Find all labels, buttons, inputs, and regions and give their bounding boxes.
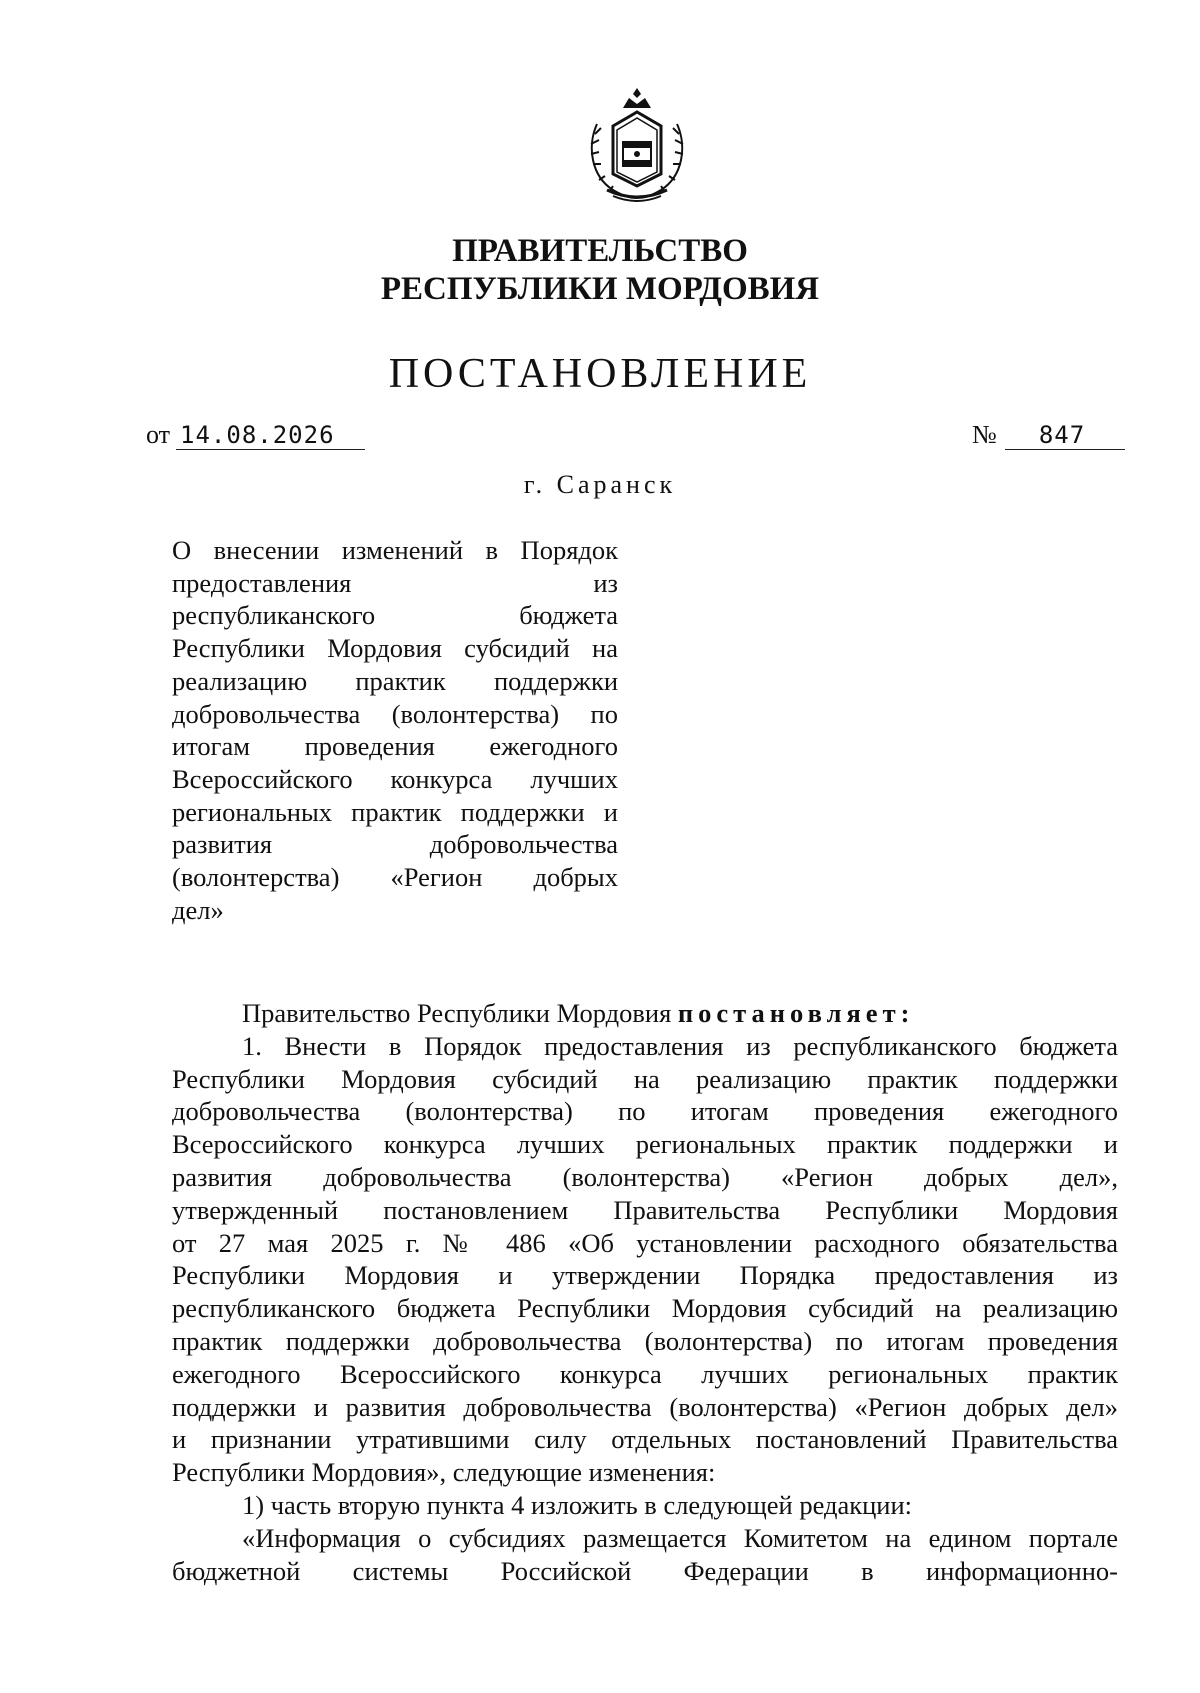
body-line: поддержки и развития добровольчества (волонтерства) «Регион добрых дел» bbox=[172, 1391, 1118, 1422]
document-number bbox=[972, 420, 1125, 450]
subject-line: региональных практик поддержки и bbox=[172, 796, 618, 827]
body-line: «Информация о субсидиях размещается Комитетом на едином портале bbox=[242, 1522, 1118, 1553]
number-prefix: № bbox=[972, 420, 997, 449]
body-line: ежегодного Всероссийского конкурса лучших региональных практик bbox=[172, 1358, 1118, 1389]
subject-line: итогам проведения ежегодного bbox=[172, 731, 618, 762]
subject-line: предоставления из bbox=[172, 567, 618, 598]
body-line: практик поддержки добровольчества (волонтерства) по итогам проведения bbox=[172, 1325, 1118, 1356]
body-line: республиканского бюджета Республики Мордовия субсидий на реализацию bbox=[172, 1293, 1118, 1324]
subject-line: добровольчества (волонтерства) по bbox=[172, 698, 618, 729]
coat-of-arms-emblem bbox=[583, 86, 691, 204]
document-subject bbox=[172, 534, 618, 926]
intro-text: Правительство Республики Мордовия bbox=[242, 998, 678, 1028]
subject-line: дел» bbox=[172, 894, 224, 925]
document-body bbox=[172, 997, 1118, 1587]
subject-line: республиканского бюджета bbox=[172, 600, 618, 631]
subject-line: Всероссийского конкурса лучших bbox=[172, 763, 618, 794]
body-line: утвержденный постановлением Правительства Республики Мордовия bbox=[172, 1194, 1118, 1225]
body-intro bbox=[172, 997, 1118, 1030]
body-line: Республики Мордовия и утверждении Порядка предоставления из bbox=[172, 1260, 1118, 1291]
subject-line: Республики Мордовия субсидий на bbox=[172, 633, 618, 664]
date-prefix: от bbox=[146, 420, 171, 449]
subject-line: реализацию практик поддержки bbox=[172, 665, 618, 696]
subject-line: развития добровольчества bbox=[172, 829, 618, 860]
body-line: Республики Мордовия», следующие изменения: bbox=[172, 1457, 716, 1488]
body-line: развития добровольчества (волонтерства) «Регион добрых дел», bbox=[172, 1161, 1118, 1192]
document-type-heading: ПОСТАНОВЛЕНИЕ bbox=[388, 351, 812, 397]
body-line: Республики Мордовия субсидий на реализацию практик поддержки bbox=[172, 1063, 1118, 1094]
body-line: 1) часть вторую пункта 4 изложить в следующей редакции: bbox=[242, 1489, 913, 1520]
subject-line: О внесении изменений в Порядок bbox=[172, 535, 618, 565]
city-name: г. Саранск bbox=[523, 470, 677, 499]
government-title-line2: РЕСПУБЛИКИ МОРДОВИЯ bbox=[380, 271, 820, 307]
body-line: от 27 мая 2025 г. № 486 «Об установлении расходного обязательства bbox=[172, 1227, 1118, 1258]
body-line: бюджетной системы Российской Федерации в информационно- bbox=[172, 1555, 1118, 1586]
date-value: 14.08.2026 bbox=[176, 421, 365, 450]
body-line: и признании утратившими силу отдельных постановлений Правительства bbox=[172, 1424, 1118, 1455]
body-line: Всероссийского конкурса лучших региональных практик поддержки и bbox=[172, 1129, 1118, 1160]
number-value: 847 bbox=[1005, 421, 1125, 450]
government-title bbox=[0, 232, 1200, 308]
intro-emphasis: постановляет: bbox=[677, 998, 915, 1028]
subject-line: (волонтерства) «Регион добрых bbox=[172, 862, 618, 893]
government-title-line1: ПРАВИТЕЛЬСТВО bbox=[452, 233, 748, 269]
document-date bbox=[146, 420, 365, 450]
body-line: добровольчества (волонтерства) по итогам проведения ежегодного bbox=[172, 1096, 1118, 1127]
body-line: 1. Внести в Порядок предоставления из республиканского бюджета bbox=[242, 1030, 1118, 1061]
